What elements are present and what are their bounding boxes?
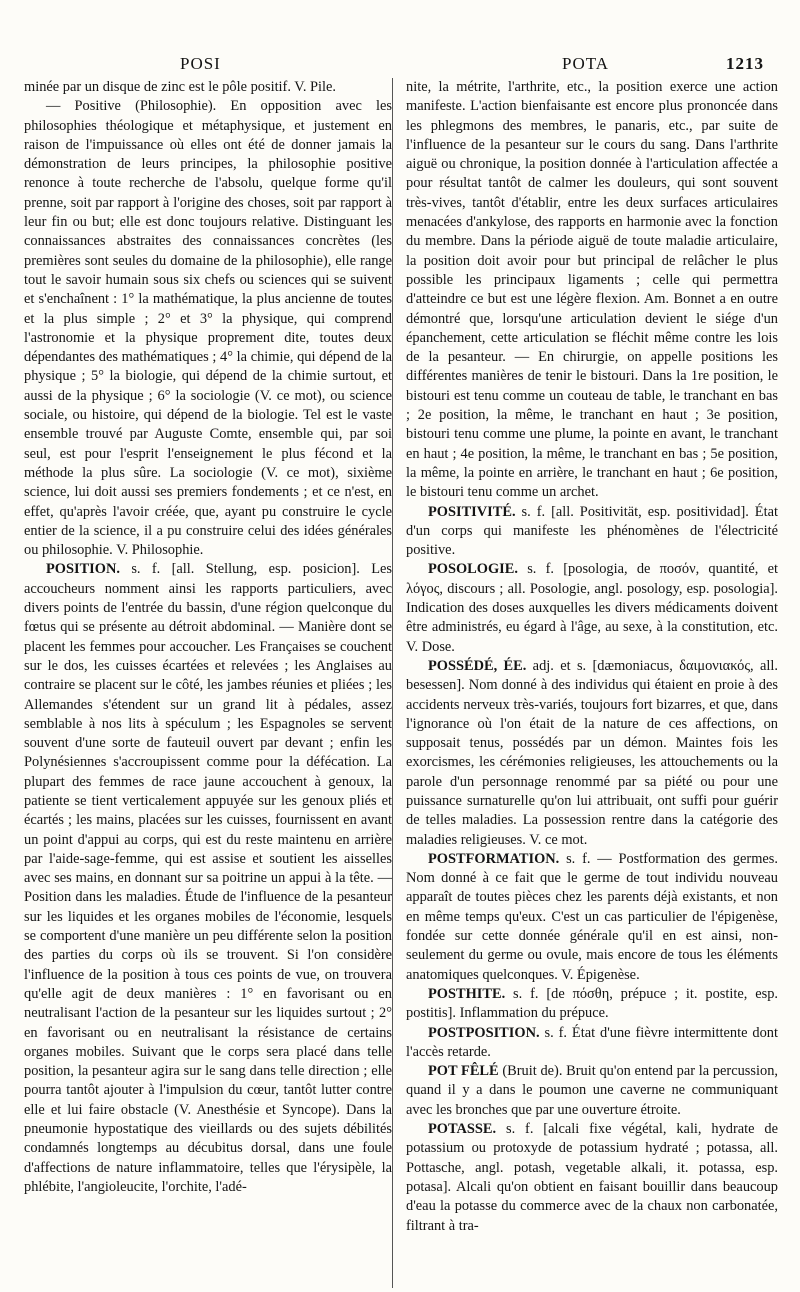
- entry-possede: POSSÉDÉ, ÉE. adj. et s. [dæmoniacus, δαιμονιακός, all. besessen]. Nom donné à des individus qui étaient en proie à des accidents nerveux très-variés, toujours fort bizarres, et que, dans l'ignorance où l'on était de la nature de ces affections, on supposait tenus, possédés par un démon. Maintes fois les exorcismes, les cérémonies religieuses, les attouchements ou la parole d'un personnage renommé par sa piété ou pour une puissance surnaturelle qu'on lui attribuait, ont suffi pour guérir de telles maladies. La possession rentre dans la catégorie des maladies religieuses. V. ce mot.: [406, 657, 778, 848]
- entry-positivite: POSITIVITÉ. s. f. [all. Positivität, esp. positividad]. État d'un corps qui manifeste les phénomènes de l'électricité positive.: [406, 503, 778, 559]
- running-head-left: POSI: [180, 54, 221, 73]
- entry-position: POSITION. s. f. [all. Stellung, esp. posicion]. Les accoucheurs nomment ainsi les rapports particuliers, avec divers points de l'entrée du bassin, d'une région quelconque du fœtus qui se présente au détroit abdominal. — Manière dont se placent les femmes pour accoucher. Les Françaises se couchent sur le dos, les cuisses écartées et relevées ; les Anglaises au contraire se placent sur le côté, les jambes réunies et pliées ; les Allemandes s'étendent sur un grand lit à pédales, assez semblable à nos lits à spéculum ; les Espagnoles se servent souvent d'une sorte de fauteuil ouvert par devant ; enfin les Polynésiennes s'accroupissent comme pour la défécation. La plupart des femmes de race jaune accouchent à genoux, la patiente se tient verticalement appuyée sur les genoux pliés et écartés ; les mains, placées sur les cuisses, fournissent en avant un point d'appui au corps, qui est du reste maintenu en arrière par l'aide-sage-femme, qui est assise et soutient les aisselles avec ses mains, en donnant sur sa poitrine un appui à la tête. — Position dans les maladies. Étude de l'influence de la pesanteur sur les liquides et les organes mobiles de l'économie, lesquels se comportent d'une manière un peu différente selon la position des parties du corps où ils se trouvent. Si l'on considère l'influence de la position à tous ces points de vue, on trouvera qu'elle agit de deux manières : 1° en favorisant ou en neutralisant l'action de la pesanteur sur les liquides surtout ; 2° en favorisant ou en neutralisant la résistance de certains organes mobiles. Suivant que le corps sera placé dans telle position, la pesanteur agira sur le sang dans telle direction ; elle pourra tantôt ajouter à l'impulsion du cœur, tantôt lutter contre elle et lui faire obstacle (V. Anesthésie et Syncope). Dans la pneumonie hypostatique des vieillards ou des sujets débilités condamnés longtemps au décubitus dorsal, dans une foule d'affections de nature inflammatoire, telles que l'érysipèle, la phlébite, l'angioleucite, l'orchite, l'adé-: [24, 561, 392, 1195]
- left-column: [24, 78, 392, 1197]
- entry-pot-fele: POT FÊLÉ (Bruit de). Bruit qu'on entend par la percussion, quand il y a dans le poumon une caverne ne communiquant avec les bronches que par une ouverture étroite.: [406, 1063, 778, 1118]
- entry-posthite: POSTHITE. s. f. [de πόσθη, prépuce ; it. postite, esp. postitis]. Inflammation du prépuce.: [406, 985, 778, 1022]
- page-number: 1213: [726, 54, 764, 73]
- continuation-paragraph: minée par un disque de zinc est le pôle positif. V. Pile.: [24, 79, 337, 95]
- right-column: [406, 78, 778, 1236]
- entry-posologie: POSOLOGIE. s. f. [posologia, de ποσόν, quantité, et λόγος, discours ; all. Posologie, angl. posology, esp. posologia]. Indication des doses auxquelles les divers médicaments doivent être administrés, eu égard à l'âge, au sexe, à la constitution, etc. V. Dose.: [406, 561, 778, 655]
- entry-potasse: POTASSE. s. f. [alcali fixe végétal, kali, hydrate de potassium ou protoxyde de potassium hydraté ; potassa, all. Pottasche, angl. potash, vegetable alkali, it. potassa, esp. potasa]. Alcali qu'on obtient en faisant bouillir dans beaucoup d'eau la potasse du commerce avec de la chaux non carbonatée, filtrant à tra-: [406, 1121, 778, 1234]
- running-head-center: POTA: [562, 54, 610, 73]
- continuation-paragraph: nite, la métrite, l'arthrite, etc., la position exerce une action manifeste. L'action bienfaisante est encore plus prononcée dans les phlegmons des membres, le panaris, etc., par suite de l'influence de la pesanteur sur le cours du sang. Dans l'arthrite aiguë ou chronique, la position donnée à l'articulation affectée a pour résultat tantôt de calmer les douleurs, qui sont souvent très-vives, tantôt d'établir, entre les deux surfaces articulaires menacées d'ankylose, des rapports en harmonie avec la fonction du membre. Dans la période aiguë de toute maladie articulaire, la position doit avoir pour but principal de relâcher le plus possible les principaux ligaments ; celle qui permettra d'atteindre ce but est une légère flexion. Am. Bonnet a en outre démontré que, lorsqu'une articulation devient le siége d'un épanchement, cette articulation se fléchit même contre les lois de la pesanteur. — En chirurgie, on appelle positions les différentes manières de tenir le bistouri. Dans la 1re position, le bistouri est tenu comme un couteau de table, le tranchant en bas ; 2e position, la même, le tranchant en haut ; 3e position, bistouri tenu comme une plume, la pointe en avant, le tranchant en haut ; 4e position, la même, le tranchant en bas ; 5e position, la même, la pointe en arrière, le tranchant en haut ; 6e position, le bistouri tenu comme un archet.: [406, 79, 778, 501]
- entry-postposition: POSTPOSITION. s. f. État d'une fièvre intermittente dont l'accès retarde.: [406, 1024, 778, 1060]
- entry-positive-philosophie: — Positive (Philosophie). En opposition avec les philosophies théologique et métaphysique, et justement en raison de l'impuissance où elles ont été de donner jamais la démonstration de leurs principes, la philosophie positive renonce à toute recherche de l'absolu, quelque forme qu'il prenne, soit par rapport à l'origine des choses, soit par rapport à leur fin ou but; elle est donc toujours relative. Distinguant les connaissances abstraites des connaissances concrètes (les premières sont seules du domaine de la philosophie), elle range tout le savoir humain sous six chefs ou sciences qui se suivent et s'enchaînent : 1° la mathématique, la plus ancienne de toutes et la plus simple ; 2° et 3° la physique, qui comprend l'astronomie et la physique proprement dite, toutes deux dépendantes des mathématiques ; 4° la chimie, qui dépend de la physique ; 5° la biologie, qui dépend de la chimie surtout, et aussi de la physique ; 6° la sociologie (V. ce mot), ou science sociale, ou histoire, qui dépend de la biologie. Tel est le vaste ensemble trouvé par Auguste Comte, ensemble qui, par soi seul, est pour l'esprit l'enseignement le plus fécond et la méthode la plus sûre. La sociologie (V. ce mot), sixième science, lui doit aussi ses premiers fondements ; et ce n'est, en effet, qu'après l'avoir créée, que, ayant pu construire le cycle entier de la science, il a pu construire celui des idées générales ou philosophie. V. Philosophie.: [24, 98, 392, 559]
- column-divider: [392, 78, 393, 1288]
- entry-postformation: POSTFORMATION. s. f. — Postformation des germes. Nom donné à ce fait que le germe de tout individu nouveau apparaît de toutes pièces chez les parents déjà existants, et non en même temps qu'eux. C'est un cas particulier de l'épigenèse, fondée sur cette donnée générale qu'il en est ainsi, non-seulement du germe ou ovule, mais encore de tous les éléments anatomiques quelconques. V. Épigenèse.: [406, 850, 778, 983]
